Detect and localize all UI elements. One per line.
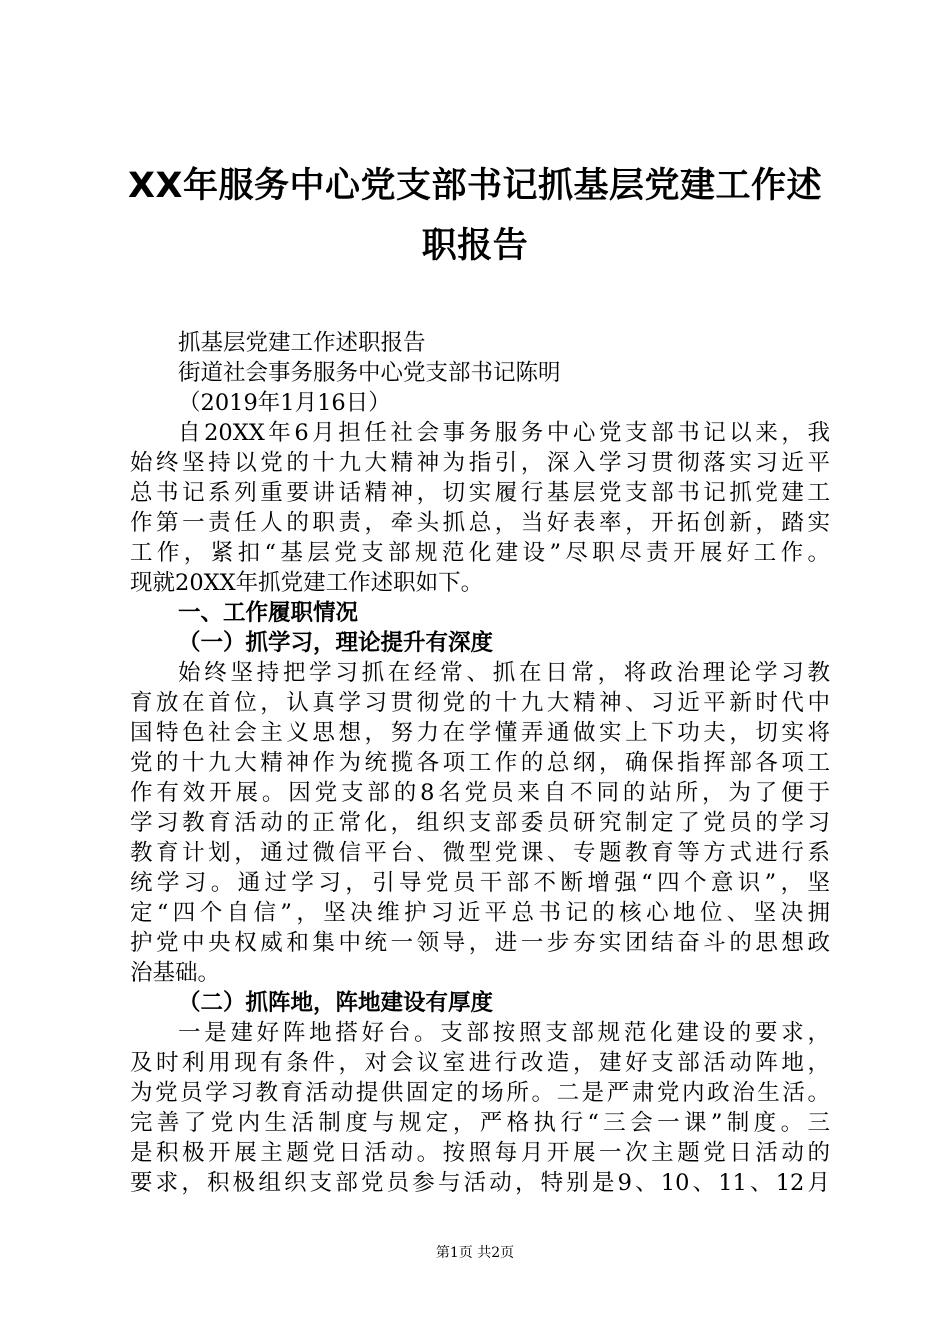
body-paragraph-line: 为党员学习教育活动提供固定的场所。二是严肃党内政治生活。: [130, 1080, 830, 1106]
intro-paragraph-line: 总书记系列重要讲话精神，切实履行基层党支部书记抓党建工: [130, 480, 830, 506]
intro-paragraph-line: 工作，紧扣“基层党支部规范化建设”尽职尽责开展好工作。: [130, 540, 830, 566]
document-title-line-2: 职报告: [421, 226, 529, 266]
body-paragraph-line: 要求，积极组织支部党员参与活动，特别是9、10、11、12月: [130, 1170, 830, 1196]
body-paragraph-line: 治基础。: [130, 960, 221, 986]
body-paragraph-line: 教育计划，通过微信平台、微型党课、专题教育等方式进行系: [130, 840, 830, 866]
body-paragraph-line: 党的十九大精神作为统揽各项工作的总纲，确保指挥部各项工: [130, 750, 830, 776]
body-paragraph-line: 是积极开展主题党日活动。按照每月开展一次主题党日活动的: [130, 1140, 830, 1166]
subsection-heading: （一）抓学习，理论提升有深度: [178, 630, 494, 656]
report-date: （2019年1月16日）: [178, 390, 391, 416]
body-paragraph-line: 统学习。通过学习，引导党员干部不断增强“四个意识”，坚: [130, 870, 830, 896]
body-paragraph-line: 及时利用现有条件，对会议室进行改造，建好支部活动阵地，: [130, 1050, 830, 1076]
body-paragraph-line: 完善了党内生活制度与规定，严格执行“三会一课”制度。三: [130, 1110, 830, 1136]
intro-paragraph-line: 始终坚持以党的十九大精神为指引，深入学习贯彻落实习近平: [130, 450, 830, 476]
body-paragraph-line: 学习教育活动的正常化，组织支部委员研究制定了党员的学习: [130, 810, 830, 836]
page-number-footer: 第1页 共2页: [435, 1245, 515, 1261]
report-subtitle: 抓基层党建工作述职报告: [178, 330, 426, 356]
intro-paragraph-line: 自20XX年6月担任社会事务服务中心党支部书记以来，我: [178, 420, 830, 446]
report-author: 街道社会事务服务中心党支部书记陈明: [178, 360, 561, 386]
document-title-line-1: XX年服务中心党支部书记抓基层党建工作述: [128, 166, 822, 206]
body-paragraph-line: 定“四个自信”，坚决维护习近平总书记的核心地位、坚决拥: [130, 900, 830, 926]
subsection-heading: （二）抓阵地，阵地建设有厚度: [178, 990, 494, 1016]
body-paragraph-line: 一是建好阵地搭好台。支部按照支部规范化建设的要求，: [178, 1020, 830, 1046]
section-heading: 一、工作履职情况: [178, 600, 359, 626]
body-paragraph-line: 育放在首位，认真学习贯彻党的十九大精神、习近平新时代中: [130, 690, 830, 716]
body-paragraph-line: 国特色社会主义思想，努力在学懂弄通做实上下功夫，切实将: [130, 720, 830, 746]
body-paragraph-line: 护党中央权威和集中统一领导，进一步夯实团结奋斗的思想政: [130, 930, 830, 956]
body-paragraph-line: 作有效开展。因党支部的8名党员来自不同的站所，为了便于: [130, 780, 830, 806]
intro-paragraph-line: 现就20XX年抓党建工作述职如下。: [130, 570, 484, 596]
body-paragraph-line: 始终坚持把学习抓在经常、抓在日常，将政治理论学习教: [178, 660, 830, 686]
intro-paragraph-line: 作第一责任人的职责，牵头抓总，当好表率，开拓创新，踏实: [130, 510, 830, 536]
